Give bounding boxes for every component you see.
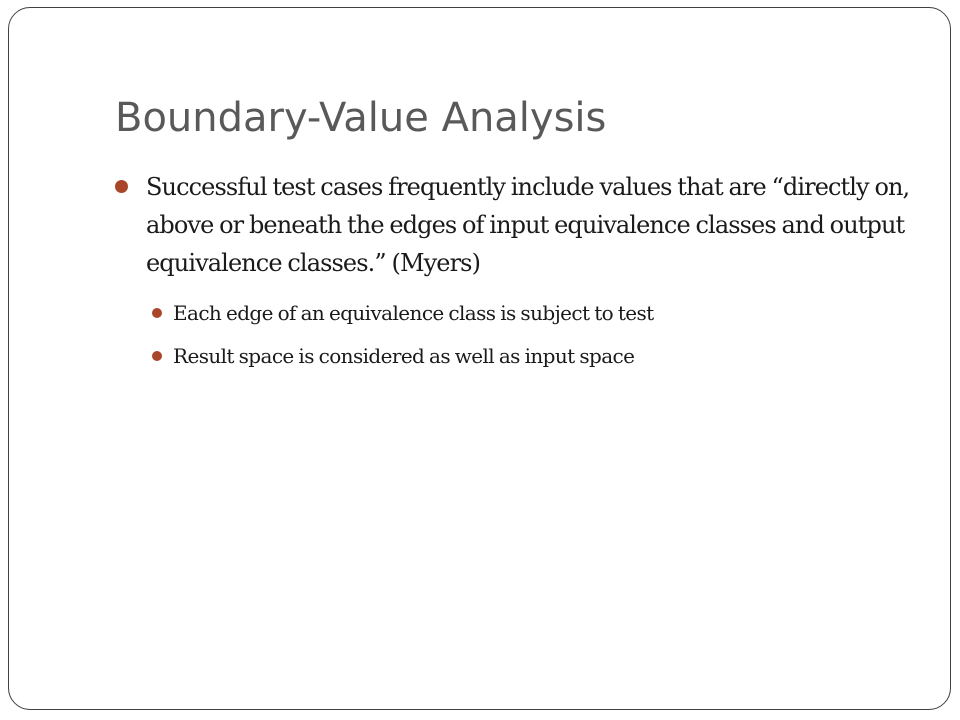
sub-bullet-text: Result space is considered as well as input space (173, 344, 635, 368)
sub-bullet-dot-icon (152, 308, 162, 318)
slide-body (115, 168, 915, 384)
sub-bullet-item (115, 341, 915, 371)
slide-frame (8, 7, 951, 710)
sub-bullet-text: Each edge of an equivalence class is subject to test (173, 301, 654, 325)
bullet-dot-icon (115, 180, 128, 193)
bullet-text: Successful test cases frequently include values that are “directly on, above or beneath the edges of input equivalence classes and output equivalence classes.” (Myers) (146, 173, 910, 277)
sub-bullet-list (115, 298, 915, 371)
bullet-item (115, 168, 915, 282)
sub-bullet-item (115, 298, 915, 328)
sub-bullet-dot-icon (152, 351, 162, 361)
slide-title: Boundary-Value Analysis (115, 95, 607, 141)
